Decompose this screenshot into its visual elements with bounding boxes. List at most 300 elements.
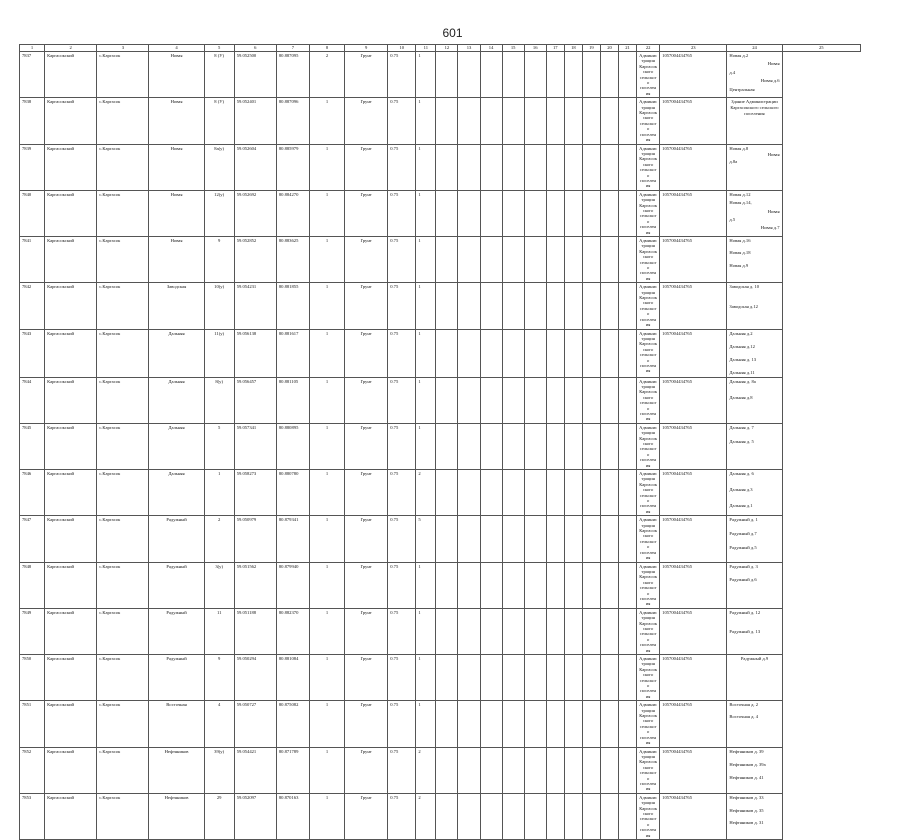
column-number-header: 16 [524,45,546,52]
cell-empty [436,516,458,562]
cell-empty [502,98,524,144]
cell-n: 1 [309,190,344,236]
cell-empty [564,562,582,608]
cell-ogrn: 1057004434765 [660,144,727,190]
cell-organization: Администрация Каргасокского сельского поселения [637,237,660,283]
cell-empty [600,144,618,190]
cell-lon: 80.884270 [276,190,309,236]
cell-n: 1 [309,237,344,283]
cell-n: 1 [309,608,344,654]
cell-empty [619,283,637,329]
cell-cov: Грунт [345,329,388,377]
cell-dist: Каргасокский [45,283,97,329]
cell-street: Радужный [149,655,204,701]
cell-w: 0.75 [388,329,416,377]
cell-dist: Каргасокский [45,562,97,608]
cell-no: 7845 [20,423,45,469]
cell-empty [480,470,502,516]
cell-w: 0.75 [388,98,416,144]
cell-served-addresses [727,747,782,793]
cell-empty [458,377,480,423]
cell-ogrn: 1057004434765 [660,190,727,236]
cell-empty [600,283,618,329]
cell-no: 7852 [20,747,45,793]
cell-street: Нефтяников [149,793,204,839]
cell-loc: с.Каргасок [97,98,149,144]
cell-house: 5 [204,423,234,469]
cell-empty [564,283,582,329]
cell-empty [564,655,582,701]
cell-loc: с.Каргасок [97,190,149,236]
column-number-header: 19 [582,45,600,52]
cell-empty [600,98,618,144]
cell-house: 9 [204,237,234,283]
cell-q: 2 [416,470,436,516]
cell-dist: Каргасокский [45,237,97,283]
cell-empty [524,516,546,562]
cell-empty [436,470,458,516]
cell-cov: Грунт [345,608,388,654]
column-number-header: 21 [619,45,637,52]
cell-lon: 80.883625 [276,237,309,283]
address-line: Новая д.9 [729,262,749,268]
cell-empty [582,144,600,190]
cell-empty [619,377,637,423]
address-line: Дальняя д. 6 [729,471,754,476]
cell-house: 9 [204,655,234,701]
cell-empty [619,144,637,190]
column-number-header: 18 [564,45,582,52]
address-line: Восточная д. 2 [729,702,759,708]
cell-empty [436,747,458,793]
cell-cov: Грунт [345,793,388,839]
cell-cov: Грунт [345,562,388,608]
column-number-header: 7 [276,45,309,52]
cell-lat: 59.051562 [234,562,276,608]
cell-empty [600,562,618,608]
address-line: Дальняя д.1 [729,502,753,508]
cell-organization: Администрация Каргасокского сельского поселения [637,562,660,608]
cell-empty [564,423,582,469]
address-line: Новая д.18 [729,250,751,256]
cell-empty [502,283,524,329]
cell-empty [582,701,600,747]
cell-empty [564,237,582,283]
cell-empty [524,793,546,839]
cell-loc: с.Каргасок [97,701,149,747]
cell-empty [458,423,480,469]
cell-loc: с.Каргасок [97,655,149,701]
cell-q: 2 [416,747,436,793]
address-line: Новая д.12 [729,191,751,197]
cell-empty [458,52,480,98]
cell-cov: Грунт [345,470,388,516]
cell-n: 1 [309,144,344,190]
column-number-header: 6 [234,45,276,52]
cell-n: 2 [309,52,344,98]
cell-w: 0.75 [388,237,416,283]
address-line: Нефтяников д. 33 [729,794,764,800]
address-line: Дальняя д. 13 [729,356,757,362]
cell-n: 1 [309,283,344,329]
cell-empty [502,562,524,608]
cell-w: 0.75 [388,793,416,839]
cell-street: Заводская [149,283,204,329]
cell-lat: 59.054231 [234,283,276,329]
cell-loc: с.Каргасок [97,793,149,839]
cell-n: 1 [309,516,344,562]
address-line: Нефтяников д. 39 [729,748,764,754]
table-row [20,98,861,144]
cell-n: 1 [309,562,344,608]
table-row [20,329,861,377]
cell-n: 1 [309,98,344,144]
cell-empty [480,655,502,701]
cell-street: Радужный [149,516,204,562]
cell-empty [619,655,637,701]
cell-organization: Администрация Каргасокского сельского поселения [637,793,660,839]
cell-dist: Каргасокский [45,190,97,236]
cell-empty [582,98,600,144]
cell-loc: с.Каргасок [97,237,149,283]
address-line: Радужный д. 1 [729,517,758,523]
cell-empty [480,562,502,608]
cell-empty [458,655,480,701]
cell-house: 1 [204,470,234,516]
cell-loc: с.Каргасок [97,747,149,793]
cell-lat: 59.052852 [234,237,276,283]
cell-no: 7853 [20,793,45,839]
address-line: Дальняя д. 8а [729,378,756,384]
cell-empty [600,655,618,701]
cell-empty [480,144,502,190]
cell-organization: Администрация Каргасокского сельского поселения [637,329,660,377]
cell-empty [546,516,564,562]
cell-empty [524,470,546,516]
cell-empty [546,377,564,423]
column-number-header: 3 [97,45,149,52]
cell-served-addresses [727,190,782,236]
cell-w: 0.75 [388,423,416,469]
address-line: Новая д.6 [760,78,780,84]
cell-house: 8а(у) [204,144,234,190]
cell-dist: Каргасокский [45,377,97,423]
address-line: Каргасокского сельского [730,105,779,111]
cell-loc: с.Каргасок [97,516,149,562]
cell-empty [502,608,524,654]
address-line: Здание Администрации [731,99,778,105]
cell-empty [524,190,546,236]
cell-empty [436,793,458,839]
cell-q: 1 [416,701,436,747]
cell-empty [546,52,564,98]
cell-organization: Администрация Каргасокского сельского поселения [637,52,660,98]
cell-dist: Каргасокский [45,701,97,747]
cell-empty [600,329,618,377]
cell-n: 1 [309,470,344,516]
cell-empty [502,516,524,562]
cell-empty [600,470,618,516]
cell-empty [502,793,524,839]
cell-q: 5 [416,516,436,562]
cell-empty [502,423,524,469]
cell-empty [564,98,582,144]
column-number-header: 5 [204,45,234,52]
cell-empty [564,516,582,562]
cell-empty [458,329,480,377]
address-line: Нефтяников д. 35 [729,807,764,813]
cell-lat: 59.052604 [234,144,276,190]
cell-empty [524,562,546,608]
cell-loc: с.Каргасок [97,470,149,516]
cell-empty [524,283,546,329]
cell-served-addresses [727,655,782,701]
cell-empty [582,329,600,377]
cell-empty [480,98,502,144]
cell-dist: Каргасокский [45,793,97,839]
cell-dist: Каргасокский [45,144,97,190]
cell-ogrn: 1057004434765 [660,562,727,608]
cell-dist: Каргасокский [45,470,97,516]
cell-empty [564,52,582,98]
cell-street: Радужный [149,608,204,654]
column-number-header: 23 [660,45,727,52]
cell-ogrn: 1057004434765 [660,98,727,144]
cell-house: 8(у) [204,377,234,423]
cell-street: Радужный [149,562,204,608]
address-line: Радужный д.6 [729,577,757,583]
cell-empty [546,655,564,701]
cell-empty [480,283,502,329]
cell-empty [582,747,600,793]
cell-empty [619,423,637,469]
cell-empty [600,190,618,236]
cell-empty [582,237,600,283]
cell-lat: 59.052097 [234,793,276,839]
address-line: Нефтяников д. 39а [729,761,766,767]
cell-street: Новая [149,237,204,283]
cell-empty [564,190,582,236]
cell-empty [458,747,480,793]
cell-empty [502,470,524,516]
cell-empty [619,470,637,516]
cell-q: 2 [416,793,436,839]
cell-w: 0.75 [388,190,416,236]
cell-cov: Грунт [345,701,388,747]
cell-house: 8 (У) [204,52,234,98]
cell-street: Новая [149,190,204,236]
cell-house: 12(у) [204,190,234,236]
cell-no: 7842 [20,283,45,329]
table-row [20,423,861,469]
cell-no: 7839 [20,144,45,190]
cell-loc: с.Каргасок [97,52,149,98]
cell-dist: Каргасокский [45,52,97,98]
address-line: Радужный д.7 [729,531,757,537]
cell-no: 7849 [20,608,45,654]
cell-empty [582,423,600,469]
cell-empty [502,655,524,701]
address-line: д.8а [729,159,738,165]
cell-no: 7848 [20,562,45,608]
cell-n: 1 [309,655,344,701]
cell-cov: Грунт [345,377,388,423]
cell-lon: 80.879341 [276,516,309,562]
cell-lat: 59.058273 [234,470,276,516]
cell-empty [546,562,564,608]
cell-empty [502,377,524,423]
address-line: Дальняя д.11 [729,370,755,376]
cell-empty [619,237,637,283]
cell-cov: Грунт [345,283,388,329]
cell-empty [480,747,502,793]
address-line: Центральная [729,86,755,92]
cell-lat: 59.052692 [234,190,276,236]
address-line: Радужный д. 3 [729,563,758,569]
address-line: Радужный д.5 [729,544,757,550]
cell-empty [600,516,618,562]
cell-organization: Администрация Каргасокского сельского поселения [637,747,660,793]
cell-empty [600,608,618,654]
cell-house: 8 (У) [204,98,234,144]
cell-empty [436,144,458,190]
cell-empty [564,747,582,793]
cell-empty [480,329,502,377]
column-number-header: 1 [20,45,45,52]
cell-loc: с.Каргасок [97,423,149,469]
cell-dist: Каргасокский [45,329,97,377]
cell-empty [546,237,564,283]
cell-empty [582,52,600,98]
cell-lat: 59.051188 [234,608,276,654]
cell-lat: 59.050979 [234,516,276,562]
cell-q: 1 [416,190,436,236]
cell-no: 7846 [20,470,45,516]
cell-ogrn: 1057004434765 [660,516,727,562]
cell-empty [436,329,458,377]
cell-served-addresses [727,608,782,654]
cell-ogrn: 1057004434765 [660,608,727,654]
cell-empty [436,562,458,608]
cell-house: 29 [204,793,234,839]
cell-loc: с.Каргасок [97,562,149,608]
column-number-header: 9 [345,45,388,52]
address-line: Радужный д.9 [740,656,769,661]
address-line: Заводская д. 10 [729,284,760,290]
cell-w: 0.75 [388,144,416,190]
cell-street: Дальняя [149,329,204,377]
cell-loc: с.Каргасок [97,329,149,377]
cell-no: 7841 [20,237,45,283]
cell-empty [546,793,564,839]
cell-loc: с.Каргасок [97,283,149,329]
cell-lon: 80.875082 [276,701,309,747]
cell-lon: 80.881855 [276,283,309,329]
column-number-header: 22 [637,45,660,52]
cell-n: 1 [309,747,344,793]
page-number: 601 [442,26,463,40]
cell-empty [458,98,480,144]
cell-empty [582,470,600,516]
table-row [20,190,861,236]
cell-empty [619,52,637,98]
cell-organization: Администрация Каргасокского сельского поселения [637,98,660,144]
column-number-header: 25 [782,45,860,52]
address-line: Радужный д. 12 [729,609,761,615]
cell-organization: Администрация Каргасокского сельского поселения [637,190,660,236]
cell-w: 0.75 [388,562,416,608]
address-line: Нефтяников д. 41 [729,775,764,781]
cell-q: 1 [416,655,436,701]
cell-street: Новая [149,52,204,98]
cell-empty [436,190,458,236]
column-number-header: 14 [480,45,502,52]
cell-empty [436,237,458,283]
cell-empty [582,377,600,423]
cell-lon: 80.881105 [276,377,309,423]
cell-loc: с.Каргасок [97,608,149,654]
cell-empty [546,608,564,654]
cell-empty [524,329,546,377]
cell-ogrn: 1057004434765 [660,701,727,747]
cell-w: 0.75 [388,655,416,701]
table-row [20,701,861,747]
cell-organization: Администрация Каргасокского сельского поселения [637,283,660,329]
cell-empty [564,701,582,747]
cell-empty [600,701,618,747]
cell-empty [619,190,637,236]
address-line: Дальняя д. 5 [729,439,754,445]
cell-empty [502,190,524,236]
address-line: Радужный д. 13 [729,629,761,635]
cell-empty [458,470,480,516]
cell-empty [436,608,458,654]
cell-w: 0.75 [388,747,416,793]
cell-empty [502,747,524,793]
cell-house: 2 [204,516,234,562]
cell-served-addresses [727,144,782,190]
cell-lat: 59.050294 [234,655,276,701]
cell-empty [524,237,546,283]
cell-empty [564,470,582,516]
cell-empty [564,144,582,190]
table-row [20,562,861,608]
cell-w: 0.75 [388,377,416,423]
cell-empty [619,329,637,377]
cell-q: 1 [416,377,436,423]
cell-empty [436,98,458,144]
cell-empty [619,562,637,608]
cell-empty [436,423,458,469]
cell-w: 0.75 [388,470,416,516]
cell-empty [436,377,458,423]
cell-cov: Грунт [345,655,388,701]
cell-w: 0.75 [388,516,416,562]
address-line: Восточная д. 4 [729,713,759,719]
cell-cov: Грунт [345,190,388,236]
column-number-header: 24 [727,45,782,52]
cell-lon: 80.880895 [276,423,309,469]
cell-organization: Администрация Каргасокского сельского поселения [637,144,660,190]
cell-empty [480,237,502,283]
cell-empty [480,701,502,747]
cell-lon: 80.880780 [276,470,309,516]
cell-empty [458,793,480,839]
cell-empty [480,608,502,654]
cell-served-addresses [727,793,782,839]
cell-n: 1 [309,329,344,377]
cell-served-addresses [727,52,782,98]
